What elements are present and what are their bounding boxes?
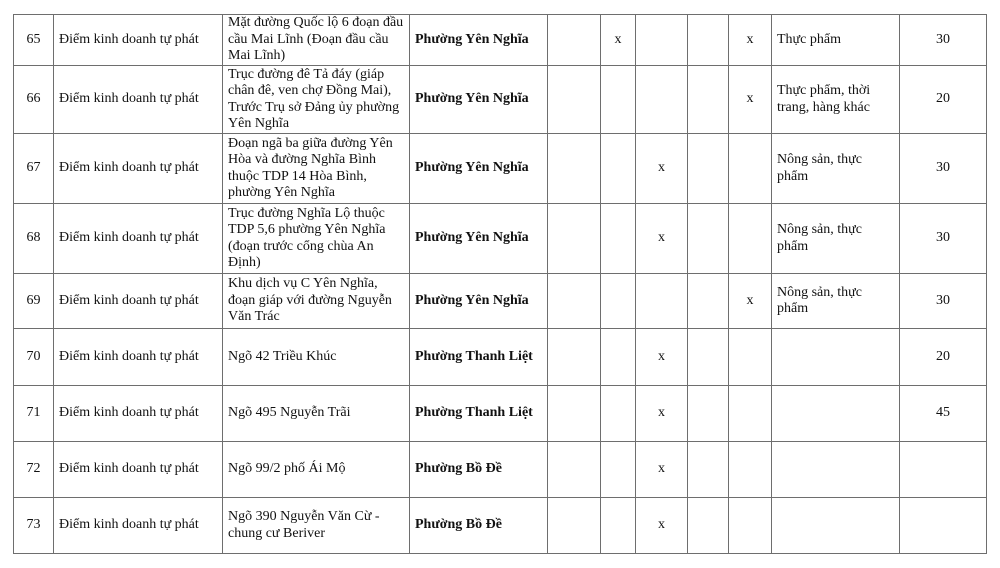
table-row	[14, 442, 987, 498]
cell-mark-1	[548, 329, 601, 386]
cell-mark-3	[636, 15, 688, 66]
cell-goods: Nông sản, thực phẩm	[772, 134, 900, 204]
cell-location: Ngõ 390 Nguyễn Văn Cừ - chung cư Beriver	[223, 498, 410, 554]
cell-mark-4	[688, 204, 729, 274]
cell-location: Mặt đường Quốc lộ 6 đoạn đầu cầu Mai Lĩnh (Đoạn đầu cầu Mai Lĩnh)	[223, 15, 410, 66]
cell-mark-2	[601, 329, 636, 386]
cell-ward: Phường Yên Nghĩa	[410, 66, 548, 134]
cell-mark-2	[601, 498, 636, 554]
cell-mark-1	[548, 204, 601, 274]
cell-mark-1	[548, 442, 601, 498]
table-row	[14, 66, 987, 134]
table-row	[14, 386, 987, 442]
cell-mark-1	[548, 134, 601, 204]
cell-ward: Phường Yên Nghĩa	[410, 204, 548, 274]
cell-goods: Nông sản, thực phẩm	[772, 204, 900, 274]
cell-mark-1	[548, 274, 601, 329]
cell-count: 20	[900, 329, 987, 386]
cell-type: Điểm kinh doanh tự phát	[54, 442, 223, 498]
cell-mark-2	[601, 134, 636, 204]
cell-type: Điểm kinh doanh tự phát	[54, 498, 223, 554]
cell-mark-5	[729, 329, 772, 386]
cell-goods: Thực phẩm, thời trang, hàng khác	[772, 66, 900, 134]
cell-stt: 68	[14, 204, 54, 274]
cell-mark-3: x	[636, 386, 688, 442]
cell-ward: Phường Bồ Đề	[410, 498, 548, 554]
table-row	[14, 204, 987, 274]
cell-mark-4	[688, 386, 729, 442]
cell-ward: Phường Yên Nghĩa	[410, 274, 548, 329]
market-points-table	[13, 14, 987, 554]
cell-goods	[772, 329, 900, 386]
cell-count: 45	[900, 386, 987, 442]
cell-goods: Nông sản, thực phẩm	[772, 274, 900, 329]
cell-location: Đoạn ngã ba giữa đường Yên Hòa và đường Nghĩa Bình thuộc TDP 14 Hòa Bình, phường Yên Nghĩa	[223, 134, 410, 204]
cell-goods	[772, 386, 900, 442]
cell-location: Ngõ 99/2 phố Ái Mộ	[223, 442, 410, 498]
cell-mark-2	[601, 442, 636, 498]
cell-mark-2	[601, 386, 636, 442]
cell-mark-5	[729, 498, 772, 554]
cell-location: Trục đường đê Tả đáy (giáp chân đê, ven chợ Đồng Mai), Trước Trụ sở Đảng ủy phường Yên Nghĩa	[223, 66, 410, 134]
cell-count	[900, 498, 987, 554]
cell-mark-3: x	[636, 329, 688, 386]
cell-mark-2	[601, 204, 636, 274]
cell-type: Điểm kinh doanh tự phát	[54, 66, 223, 134]
cell-ward: Phường Thanh Liệt	[410, 386, 548, 442]
cell-mark-5	[729, 204, 772, 274]
cell-type: Điểm kinh doanh tự phát	[54, 386, 223, 442]
cell-mark-5: x	[729, 66, 772, 134]
cell-stt: 65	[14, 15, 54, 66]
cell-stt: 69	[14, 274, 54, 329]
table-row	[14, 134, 987, 204]
cell-mark-3: x	[636, 134, 688, 204]
cell-ward: Phường Bồ Đề	[410, 442, 548, 498]
cell-type: Điểm kinh doanh tự phát	[54, 15, 223, 66]
cell-mark-4	[688, 329, 729, 386]
cell-mark-5	[729, 442, 772, 498]
cell-goods	[772, 498, 900, 554]
cell-mark-5: x	[729, 274, 772, 329]
cell-mark-4	[688, 66, 729, 134]
cell-mark-3	[636, 274, 688, 329]
cell-location: Trục đường Nghĩa Lộ thuộc TDP 5,6 phường Yên Nghĩa (đoạn trước cổng chùa An Định)	[223, 204, 410, 274]
cell-count: 30	[900, 134, 987, 204]
cell-goods: Thực phẩm	[772, 15, 900, 66]
cell-mark-4	[688, 274, 729, 329]
cell-mark-4	[688, 498, 729, 554]
cell-ward: Phường Yên Nghĩa	[410, 134, 548, 204]
cell-stt: 66	[14, 66, 54, 134]
cell-type: Điểm kinh doanh tự phát	[54, 134, 223, 204]
cell-location: Ngõ 42 Triều Khúc	[223, 329, 410, 386]
cell-goods	[772, 442, 900, 498]
table-row	[14, 15, 987, 66]
cell-mark-3: x	[636, 442, 688, 498]
cell-mark-4	[688, 442, 729, 498]
cell-location: Khu dịch vụ C Yên Nghĩa, đoạn giáp với đường Nguyễn Văn Trác	[223, 274, 410, 329]
cell-mark-3: x	[636, 204, 688, 274]
cell-mark-5	[729, 134, 772, 204]
cell-stt: 71	[14, 386, 54, 442]
table-row	[14, 274, 987, 329]
cell-ward: Phường Thanh Liệt	[410, 329, 548, 386]
cell-stt: 72	[14, 442, 54, 498]
cell-mark-1	[548, 15, 601, 66]
cell-count: 30	[900, 204, 987, 274]
cell-mark-1	[548, 66, 601, 134]
cell-mark-3	[636, 66, 688, 134]
cell-count	[900, 442, 987, 498]
cell-mark-5: x	[729, 15, 772, 66]
cell-location: Ngõ 495 Nguyễn Trãi	[223, 386, 410, 442]
cell-mark-1	[548, 386, 601, 442]
cell-mark-1	[548, 498, 601, 554]
cell-count: 20	[900, 66, 987, 134]
table-row	[14, 329, 987, 386]
cell-mark-4	[688, 134, 729, 204]
cell-stt: 67	[14, 134, 54, 204]
cell-count: 30	[900, 274, 987, 329]
cell-ward: Phường Yên Nghĩa	[410, 15, 548, 66]
cell-mark-2	[601, 274, 636, 329]
cell-mark-4	[688, 15, 729, 66]
cell-mark-5	[729, 386, 772, 442]
cell-count: 30	[900, 15, 987, 66]
cell-stt: 70	[14, 329, 54, 386]
cell-type: Điểm kinh doanh tự phát	[54, 329, 223, 386]
cell-stt: 73	[14, 498, 54, 554]
cell-mark-2	[601, 66, 636, 134]
table-row	[14, 498, 987, 554]
cell-type: Điểm kinh doanh tự phát	[54, 274, 223, 329]
cell-mark-3: x	[636, 498, 688, 554]
cell-type: Điểm kinh doanh tự phát	[54, 204, 223, 274]
cell-mark-2: x	[601, 15, 636, 66]
